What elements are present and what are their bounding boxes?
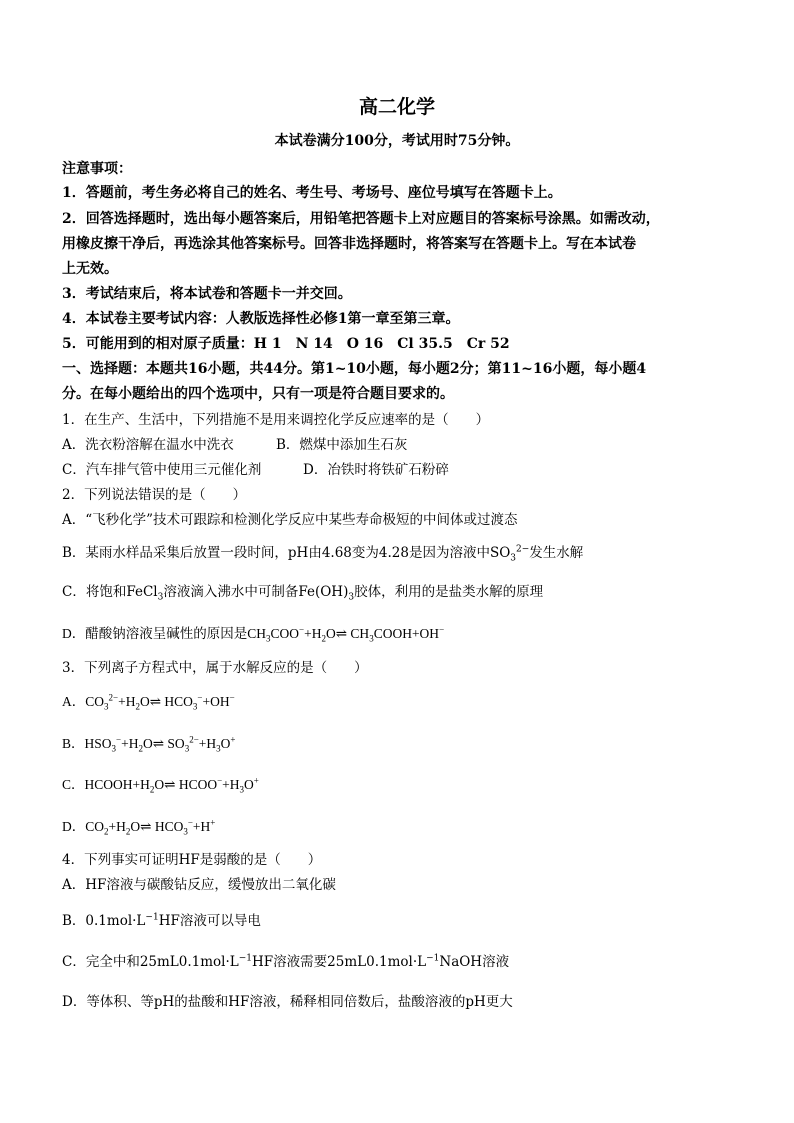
section-heading-line2: 分。在每小题给出的四个选项中，只有一项是符合题目要求的。 <box>62 386 454 402</box>
notes-heading: 注意事项： <box>62 161 132 177</box>
equilibrium-arrow-icon: ⇌ <box>149 694 162 709</box>
note-item-2: 2．回答选择题时，选出每小题答案后，用铅笔把答题卡上对应题目的答案标号涂黑。如需改动， <box>62 211 660 227</box>
exam-subtitle: 本试卷满分100分，考试用时75分钟。 <box>274 133 520 149</box>
question-4-option-d: D．等体积、等pH的盐酸和HF溶液，稀释相同倍数后，盐酸溶液的pH更大 <box>62 994 513 1010</box>
note-item-5: 5．可能用到的相对原子质量：H 1 N 14 O 16 Cl 35.5 Cr 52 <box>62 336 510 352</box>
question-1-option-a: A．洗衣粉溶解在温水中洗衣 <box>62 437 234 453</box>
question-2-option-b: B．某雨水样品采集后放置一段时间，pH由4.68变为4.28是因为溶液中$SO_3^{2-}$发生水解 <box>62 544 584 564</box>
question-2-option-c: C．将饱和FeCl$_3$溶液滴入沸水中可制备$Fe(OH)_3$胶体，利用的是盐类水解的原理 <box>62 584 544 603</box>
note-item-4: 4．本试卷主要考试内容：人教版选择性必修1第一章至第三章。 <box>62 311 460 327</box>
question-4-option-b: B．$0.1mol\cdot L^{-1}HF$溶液可以导电 <box>62 912 261 929</box>
note-item-2-cont2: 上无效。 <box>62 261 118 277</box>
question-2-option-d: D．醋酸钠溶液呈碱性的原因是$CH_3COO^-+H_2O\rightleftharpoons$ $CH_3COOH+OH^-$ <box>62 624 445 644</box>
equilibrium-arrow-icon: ⇌ <box>335 626 348 641</box>
question-3-stem: 3．下列离子方程式中，属于水解反应的是（ ） <box>62 660 368 676</box>
question-1-option-c: C．汽车排气管中使用三元催化剂 <box>62 462 262 478</box>
question-3-option-b: B．$HSO_3^-+H_2O\rightleftharpoons$ $SO_3^{2-}+H_3O^+$ <box>62 734 236 754</box>
equilibrium-arrow-icon: ⇌ <box>140 819 152 834</box>
question-4-option-a: A．HF溶液与碳酸钻反应，缓慢放出二氧化碳 <box>62 877 336 893</box>
question-3-option-d: D．$CO_2+H_2O\rightleftharpoons$ $HCO_3^-+H^+$ <box>62 817 216 837</box>
question-4-stem: 4．下列事实可证明HF是弱酸的是（ ） <box>62 852 322 868</box>
question-1-option-d: D．冶铁时将铁矿石粉碎 <box>303 462 449 478</box>
exam-title: 高二化学 <box>358 96 435 118</box>
note-item-2-cont: 用橡皮擦干净后，再选涂其他答案标号。回答非选择题时，将答案写在答题卡上。写在本试卷 <box>62 236 636 252</box>
note-item-3: 3．考试结束后，将本试卷和答题卡一并交回。 <box>62 286 352 302</box>
question-2-option-a: A．“飞秒化学”技术可跟踪和检测化学反应中某些寿命极短的中间体或过渡态 <box>62 512 518 528</box>
question-4-option-c: C．完全中和$25mL0.1mol\cdot L^{-1}HF$溶液需要$25mL0.1mol\cdot L^{-1}NaOH$溶液 <box>62 953 510 970</box>
question-2-stem: 2．下列说法错误的是（ ） <box>62 487 247 503</box>
question-1-stem: 1．在生产、生活中，下列措施不是用来调控化学反应速率的是（ ） <box>62 412 490 428</box>
section-heading-line1: 一、选择题：本题共16小题，共44分。第1~10小题，每小题2分；第11~16小题，每小题4 <box>62 361 647 377</box>
question-3-option-c: C．$HCOOH+H_2O\rightleftharpoons$ $HCOO^-+H_3O^+$ <box>62 775 259 795</box>
equilibrium-arrow-icon: ⇌ <box>152 736 165 751</box>
question-1-option-b: B．燃煤中添加生石灰 <box>276 437 408 453</box>
equilibrium-arrow-icon: ⇌ <box>164 777 176 792</box>
note-item-1: 1．答题前，考生务必将自己的姓名、考生号、考场号、座位号填写在答题卡上。 <box>62 185 562 201</box>
question-3-option-a: A．$CO_3^{2-}+H_2O\rightleftharpoons$ $HCO_3^-+OH^-$ <box>62 692 235 712</box>
